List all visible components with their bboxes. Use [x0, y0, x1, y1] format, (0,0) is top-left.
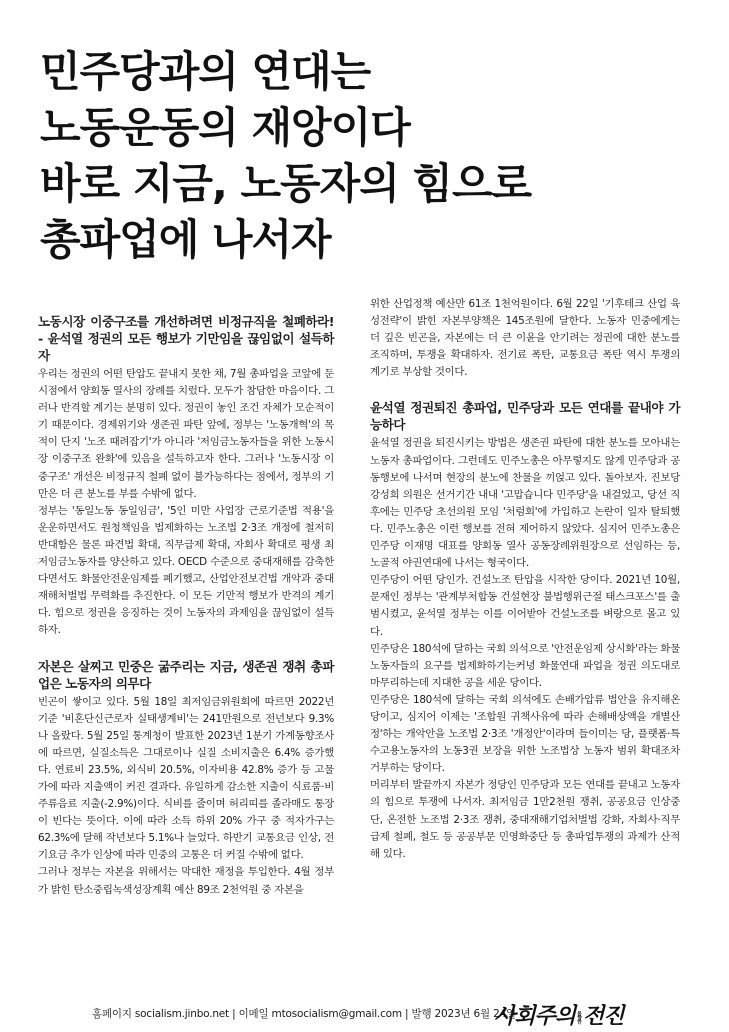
right-column	[370, 296, 680, 863]
footer	[0, 1003, 729, 1027]
logo	[494, 999, 624, 1030]
paragraph: 위한 산업정책 예산만 61조 1천억원이다. 6월 22일 '기후테크 산업 육성전략'이 밝힌 자본부양책은 145조원에 달한다. 노동자 민중에게는 더 깊은 빈곤을, 자본에는 더 큰 이윤을 안기려는 정권에 대한 분노를 조직하며, 투쟁을 확대하자. 전기료 폭탄, 교통요금 폭탄 역시 투쟁의 계기로 부상할 것이다.	[370, 298, 680, 379]
section-title: 자본은 살찌고 민중은 굶주리는 지금, 생존권 쟁취 총파업은 노동자의 의무다	[38, 658, 334, 691]
logo-tag: 를향한	[576, 1011, 583, 1023]
logo-text: 사회주의	[494, 1004, 576, 1029]
paragraph: 그러나 정부는 자본을 위해서는 막대한 재정을 투입한다. 4월 정부가 밝힌 탄소중립녹색성장계획 예산 89조 2천억원 중 자본을	[38, 866, 334, 896]
footer-info: 홈페이지 socialism.jinbo.net | 이메일 mtosocialism@gmail.com | 발행 2023년 6월 24일	[92, 1008, 516, 1020]
paragraph: 빈곤이 쌓이고 있다. 5월 18일 최저임금위원회에 따르면 2022년 기준 '비혼단신근로자 실태생계비'는 241만원으로 전년보다 9.3% 나 올랐다. 5월 25일 통계청이 발표한 2023년 1분기 가계동향조사에 따르면, 실질소득은 그대로이나 실질 소비지출은 6.4% 증가했다. 연료비 23.5%, 외식비 20.5%, 이자비용 42.8% 증가 등 고물가에 따라 지출액이 커진 결과다. 유일하게 감소한 지출이 식료품·비주류음료 지출(-2.9%)이다. 식비를 줄이며 허리띠를 졸라매도 통장이 빈다는 뜻이다. 이에 따라 소득 하위 20% 가구 중 적자가구는 62.3%에 달해 작년보다 5.1%나 늘었다. 하반기 교통요금 인상, 전기요금 추가 인상에 따라 민중의 고통은 더 커질 수밖에 없다.	[38, 695, 334, 862]
paragraph: 머리부터 발끝까지 자본가 정당인 민주당과 모든 연대를 끝내고 노동자의 힘으로 투쟁에 나서자. 최저임금 1만2천원 쟁취, 공공요금 인상중단, 온전한 노조법 2·3조 쟁취, 중대재해기업처벌법 강화, 자회사·직무급제 철폐, 철도 등 공공부문 민영화중단 등 총파업투쟁의 과제가 산적해 있다.	[370, 779, 680, 860]
section-title: 윤석열 정권퇴진 총파업, 민주당과 모든 연대를 끝내야 가능하다	[370, 400, 680, 433]
paragraph: 정부는 '동일노동 동일임금', '5인 미만 사업장 근로기준법 적용'을 운운하면서도 원청책임을 법제화하는 노조법 2·3조 개정에 철저히 반대함은 물론 파견법 확대, 직무급제 확대, 자회사 확대로 평생 최저임금노동자를 양산하고 있다. OECD 수준으로 중대재해를 감축한다면서도 화물안전운임제를 폐기했고, 산업안전보건법 개악과 중대재해처벌법 무력화를 추진한다. 이 모든 기만적 행보가 반격의 계기다. 힘으로 정권을 응징하는 것이 노동자의 과제임을 끊임없이 설득하자.	[38, 504, 334, 637]
headline-line: 바로 지금, 노동자의 힘으로	[40, 159, 532, 208]
headline-line: 노동운동의 재앙이다	[40, 103, 410, 152]
paragraph: 민주당이 어떤 당인가. 건설노조 탄압을 시작한 당이다. 2021년 10월, 문재인 정부는 '관계부처합동 건설현장 불법행위근절 태스크포스'를 출범시켰고, 윤석열 정부는 이를 이어받아 건설노조를 벼랑으로 몰고 있다.	[370, 574, 680, 638]
paragraph: 윤석열 정권을 퇴진시키는 방법은 생존권 파탄에 대한 분노를 모아내는 노동자 총파업이다. 그런데도 민주노총은 아무렇지도 않게 민주당과 공동행보에 나서며 현장의 분노에 찬물을 끼얹고 있다. 돌아보자. 진보당 강성희 의원은 선거기간 내내 '고맙습니다 민주당'을 내걸었고, 당선 직후에는 민주당 초선의원 모임 '처럼회'에 가입하고 논란이 일자 탈퇴했다. 민주노총은 이런 행보를 전혀 제어하지 않았다. 심지어 민주노총은 민주당 이재명 대표를 양회동 열사 공동장례위원장으로 선임하는 등, 노골적 야권연대에 나서는 형국이다.	[370, 437, 680, 570]
headline-line: 민주당과의 연대는	[40, 47, 371, 96]
paragraph: 우리는 정권의 어떤 탄압도 끝내지 못한 채, 7월 총파업을 코앞에 둔 시점에서 양회동 열사의 장례를 치렀다. 모두가 참담한 마음이다. 그러나 반격할 계기는 분명히 있다. 정권이 놓인 조건 자체가 모순적이기 때문이다. 경제위기와 생존권 파탄 앞에, 정부는 '노동개혁'의 목적이 단지 '노조 때려잡기'가 아니라 '저임금노동자들을 위한 노동시장 이중구조 완화'에 있음을 설득하고자 한다. 그러나 '노동시장 이중구조' 개선은 비정규직 철폐 없이 불가능하다는 점에서, 정부의 기만은 더 큰 분노를 부를 수밖에 없다.	[38, 368, 334, 500]
headline	[40, 44, 700, 268]
paragraph: 민주당은 180석에 달하는 국회 의석에도 손배가압류 법안을 유지해온 당이고, 심지어 이제는 '조합원 귀책사유에 따라 손해배상액을 개별산정'하는 개악안을 노조법 2·3조 '개정안'이라며 들이미는 당, 플랫폼·특수고용노동자의 노동3권 보장을 위한 노조법상 노동자 범위 확대조차 거부하는 당이다.	[370, 693, 680, 775]
headline-line: 총파업에 나서자	[40, 215, 331, 264]
paragraph: 민주당은 180석에 달하는 국회 의석으로 '안전운임제 상시화'라는 화물노동자들의 요구를 법제화하기는커녕 화물연대 파업을 정권 의도대로 마무리하는데 지대한 공을 세운 당이다.	[370, 642, 680, 689]
left-column	[38, 313, 334, 899]
logo-text: 전진	[583, 1004, 624, 1029]
section-title: 노동시장 이중구조를 개선하려면 비정규직을 철폐하라! - 윤석열 정권의 모든 행보가 기만임을 끊임없이 설득하자	[38, 314, 334, 363]
